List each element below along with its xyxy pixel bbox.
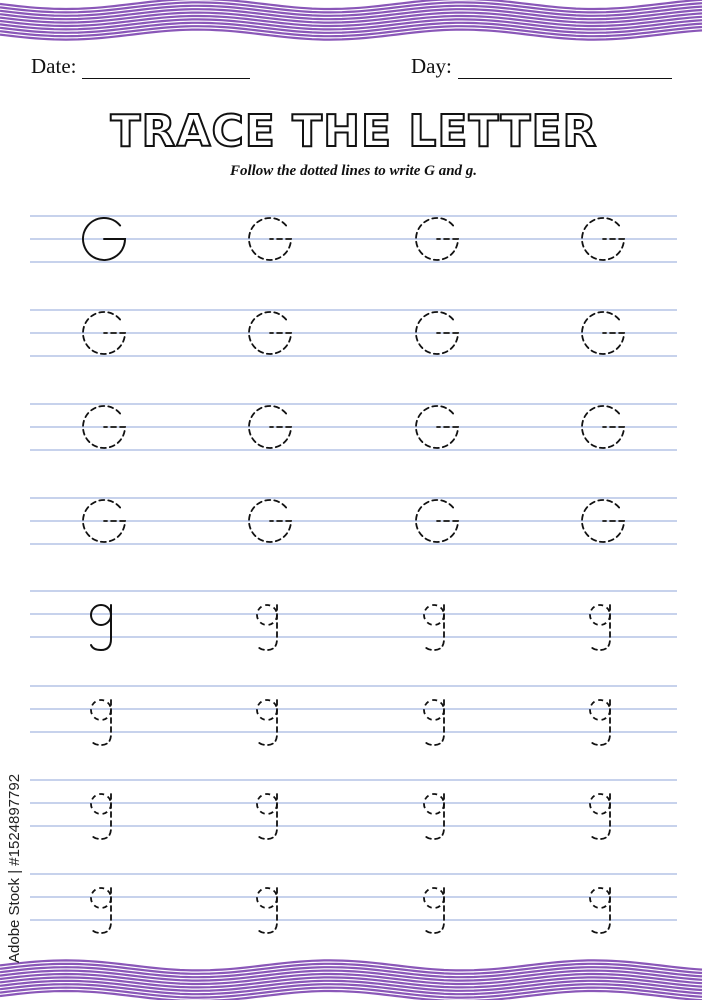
trace-letter-g[interactable]	[590, 700, 610, 745]
practice-row	[30, 216, 677, 262]
trace-letter-g[interactable]	[424, 888, 444, 933]
trace-letter-g[interactable]	[590, 605, 610, 650]
trace-letter-g[interactable]	[257, 700, 277, 745]
day-label: Day:	[411, 54, 452, 78]
trace-letter-g[interactable]	[257, 794, 277, 839]
trace-letter-g[interactable]	[590, 888, 610, 933]
watermark-text: Adobe Stock | #1524897792	[6, 773, 23, 963]
trace-letter-g[interactable]	[424, 700, 444, 745]
title-text: TRACE THE LETTER	[110, 106, 597, 156]
trace-letter-g[interactable]	[257, 605, 277, 650]
instructions-text: Follow the dotted lines to write G and g.	[229, 163, 478, 179]
practice-row	[30, 874, 677, 933]
trace-letter-g[interactable]	[257, 888, 277, 933]
model-letter-g	[91, 605, 111, 650]
trace-letter-g[interactable]	[91, 794, 111, 839]
practice-row	[30, 498, 677, 544]
practice-row	[30, 591, 677, 650]
trace-letter-g[interactable]	[424, 794, 444, 839]
stock-watermark	[6, 730, 36, 980]
practice-row	[30, 780, 677, 839]
trace-letter-g[interactable]	[590, 794, 610, 839]
practice-row	[30, 404, 677, 450]
practice-row	[30, 686, 677, 745]
practice-row	[30, 310, 677, 356]
date-label: Date:	[31, 54, 77, 78]
trace-letter-g[interactable]	[424, 605, 444, 650]
trace-letter-g[interactable]	[91, 888, 111, 933]
bottom-wave-border	[0, 954, 707, 1000]
trace-letter-g[interactable]	[91, 700, 111, 745]
